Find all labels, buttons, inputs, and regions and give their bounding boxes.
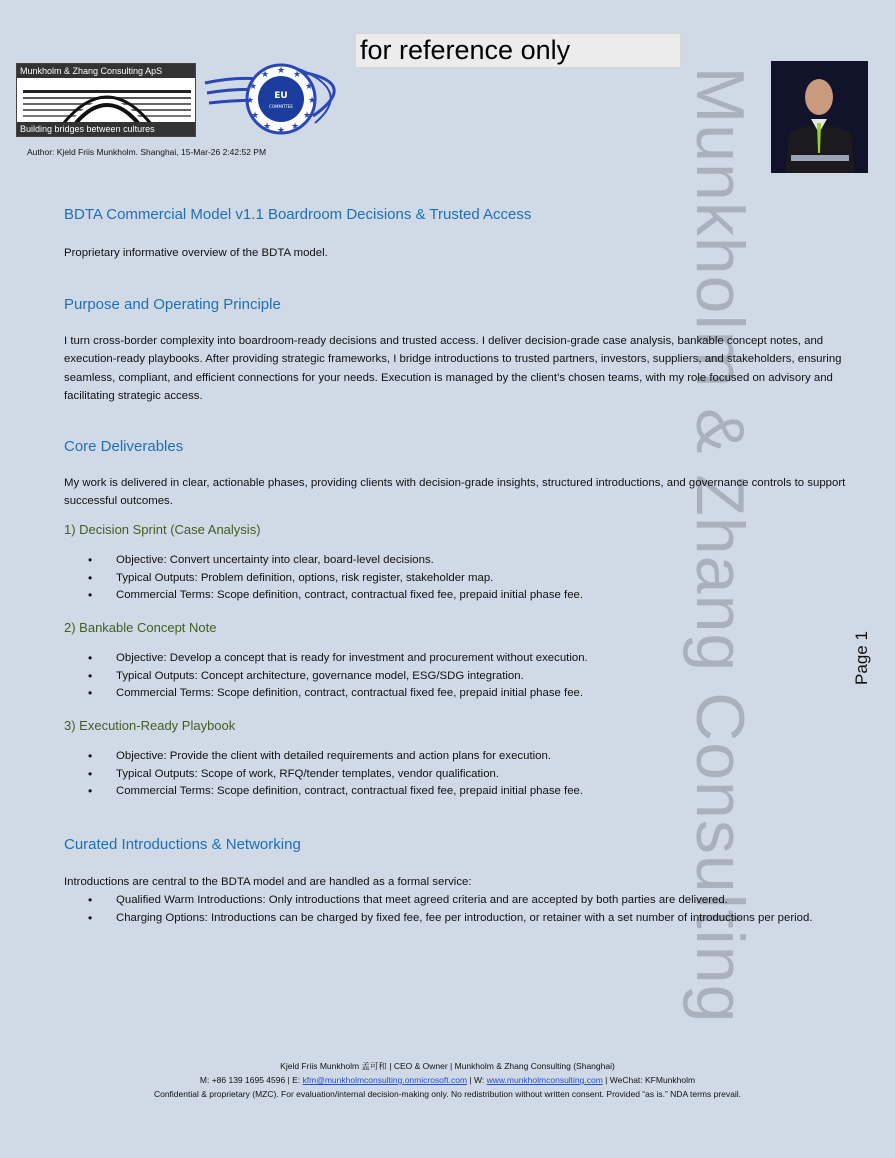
purpose-text: I turn cross-border complexity into boardroom-ready decisions and trusted access. I deliver decision-grade case analysis, bankable concept notes, and execution-ready playbooks. After providing strategic frameworks, I bridge introductions to trusted partners, investors, suppliers, and stakeholders, ensuring seamless, compliant, and efficient connections for your needs. Execution is managed by the client’s chosen teams, with my role focused on advisory and facilitating strategic access. <box>64 335 842 402</box>
svg-text:★: ★ <box>260 70 270 80</box>
logo-company-name: Munkholm & Zhang Consulting ApS <box>17 64 195 78</box>
page-footer <box>0 1059 895 1101</box>
core-deliverables-heading: Core Deliverables <box>64 438 184 455</box>
svg-text:★: ★ <box>248 82 258 92</box>
document-title: BDTA Commercial Model v1.1 Boardroom Decisions & Trusted Access <box>64 206 532 223</box>
concept-note-list <box>88 650 858 703</box>
author-line: Author: Kjeld Friis Munkholm. Shanghai, 15-Mar-26 2:42:52 PM <box>27 147 267 157</box>
list-item: • Charging Options: Introductions can be charged by fixed fee, fee per introduction, or retainer with a set number of introductions per period. <box>88 910 858 928</box>
intro-text: Proprietary informative overview of the BDTA model. <box>64 247 328 259</box>
watermark-text: Munkholm & Zhang Consulting <box>682 66 758 1024</box>
playbook-heading: 3) Execution-Ready Playbook <box>64 718 236 733</box>
list-item: • Commercial Terms: Scope definition, contract, contractual fixed fee, prepaid initial phase fee. <box>88 685 858 703</box>
footer-phone: M: +86 139 1695 4596 | E: <box>199 1075 303 1085</box>
list-item: • Commercial Terms: Scope definition, contract, contractual fixed fee, prepaid initial phase fee. <box>88 587 858 605</box>
svg-text:★: ★ <box>307 96 317 106</box>
company-logo <box>16 63 196 137</box>
list-item: • Qualified Warm Introductions: Only introductions that meet agreed criteria and are accepted by both parties are delivered. <box>88 892 858 910</box>
svg-text:★: ★ <box>245 96 255 106</box>
list-item: • Typical Outputs: Concept architecture, governance model, ESG/SDG integration. <box>88 668 858 686</box>
list-item: • Commercial Terms: Scope definition, contract, contractual fixed fee, prepaid initial phase fee. <box>88 783 858 801</box>
list-item: • Objective: Develop a concept that is ready for investment and procurement without execution. <box>88 650 858 668</box>
concept-note-heading: 2) Bankable Concept Note <box>64 620 217 635</box>
core-deliverables-text: My work is delivered in clear, actionable phases, providing clients with decision-grade insights, structured introductions, and governance controls to support successful outcomes. <box>64 477 846 508</box>
decision-sprint-heading: 1) Decision Sprint (Case Analysis) <box>64 522 261 537</box>
bridge-icon <box>23 80 191 124</box>
logo-tagline: Building bridges between cultures <box>17 122 195 136</box>
eu-badge-subtext: COMMITTEE <box>269 104 293 109</box>
list-item: • Objective: Convert uncertainty into clear, board-level decisions. <box>88 552 858 570</box>
svg-text:★: ★ <box>292 70 302 80</box>
list-item: • Objective: Provide the client with detailed requirements and action plans for execution. <box>88 748 858 766</box>
website-link[interactable]: www.munkholmconsulting.com <box>486 1075 603 1085</box>
list-item: • Typical Outputs: Problem definition, options, risk register, stakeholder map. <box>88 570 858 588</box>
footer-contact-details <box>0 1073 895 1087</box>
footer-web-label: | W: <box>467 1075 487 1085</box>
page-number: Page 1 <box>852 631 871 685</box>
svg-text:★: ★ <box>276 126 286 136</box>
author-portrait <box>771 61 868 173</box>
introductions-list <box>88 892 858 927</box>
eu-badge-text: EU <box>274 91 288 101</box>
list-item: • Typical Outputs: Scope of work, RFQ/tender templates, vendor qualification. <box>88 766 858 784</box>
eu-committee-logo <box>203 61 355 141</box>
svg-text:★: ★ <box>290 122 300 132</box>
purpose-heading: Purpose and Operating Principle <box>64 296 281 313</box>
decision-sprint-list <box>88 552 858 605</box>
svg-text:★: ★ <box>276 66 286 76</box>
svg-text:★: ★ <box>262 122 272 132</box>
svg-text:★: ★ <box>304 82 314 92</box>
email-link[interactable]: kfm@munkholmconsulting.onmicrosoft.com <box>302 1075 468 1085</box>
reference-banner: for reference only <box>355 33 681 68</box>
introductions-text: Introductions are central to the BDTA model and are handled as a formal service: <box>64 876 472 888</box>
svg-text:★: ★ <box>302 111 312 121</box>
svg-text:★: ★ <box>250 111 260 121</box>
footer-contact-name: Kjeld Friis Munkholm 孟可和 | CEO & Owner | Munkholm & Zhang Consulting (Shanghai) <box>280 1061 615 1071</box>
introductions-heading: Curated Introductions & Networking <box>64 836 301 853</box>
footer-disclaimer: Confidential & proprietary (MZC). For evaluation/internal decision-making only. No redistribution without written consent. Provided “as is.” NDA terms prevail. <box>153 1089 742 1099</box>
footer-wechat: | WeChat: KFMunkholm <box>602 1075 696 1085</box>
playbook-list <box>88 748 858 801</box>
